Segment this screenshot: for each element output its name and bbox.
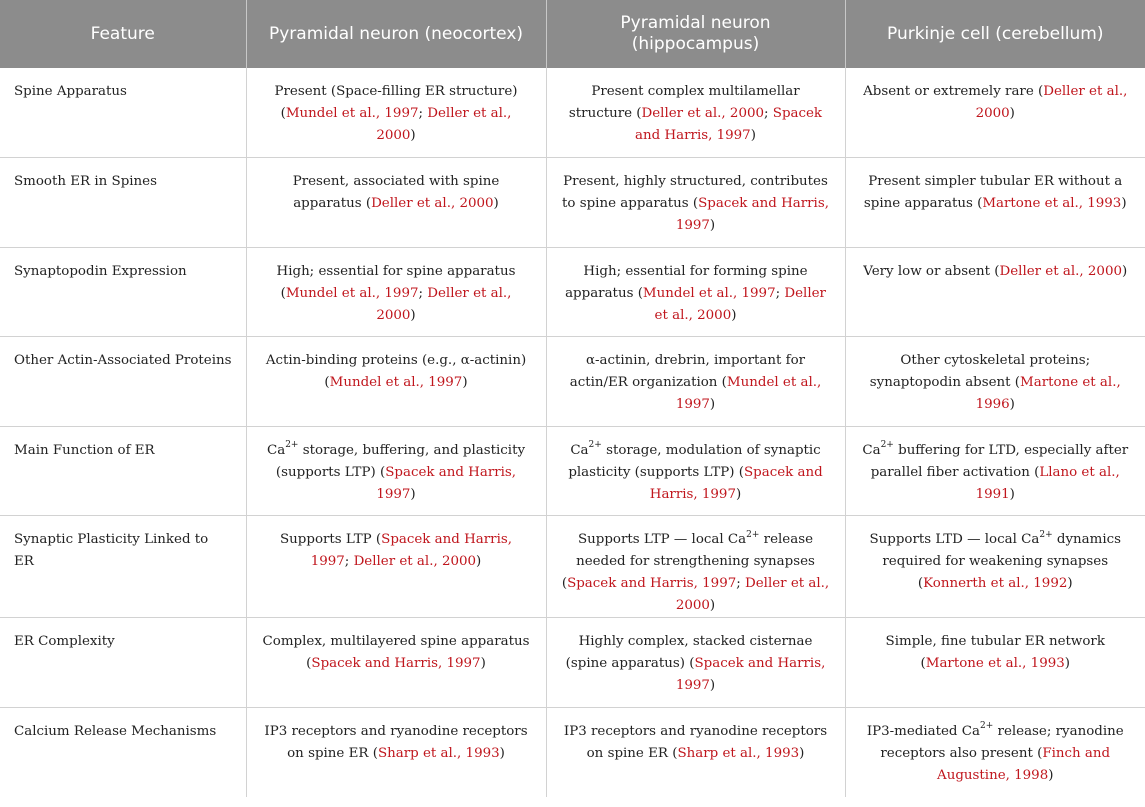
table-header <box>0 0 1145 68</box>
hippocampus-cell <box>546 426 845 516</box>
cell-text: ) <box>1048 767 1054 783</box>
citation-link[interactable]: Spacek and Harris, 1997 <box>310 532 512 569</box>
feature-cell: Other Actin-Associated Proteins <box>0 337 246 427</box>
cell-text: ) <box>493 196 499 211</box>
cell-text: ) <box>1009 486 1015 502</box>
cell-text: ) <box>709 678 716 693</box>
neocortex-cell <box>246 158 546 248</box>
superscript: 2+ <box>285 440 299 451</box>
cell-text: release; ryanodine receptors also present ( <box>880 723 1124 761</box>
citation-link[interactable]: Deller et al., 2000 <box>353 554 477 569</box>
cell-text: Highly complex, stacked cisternae (spine apparatus) ( <box>565 634 813 671</box>
table-row <box>0 68 1145 158</box>
header-row <box>0 0 1145 68</box>
table-row <box>0 516 1145 618</box>
cell-text: Present, highly structured, contributes to spine apparatus ( <box>562 174 828 211</box>
neocortex-cell <box>246 247 546 337</box>
hippocampus-cell <box>546 68 845 158</box>
cell-text: ) <box>476 554 482 569</box>
cell-text: ; <box>775 285 785 301</box>
hippocampus-cell <box>546 707 845 797</box>
citation-link[interactable]: Deller et al., 2000 <box>376 285 512 323</box>
cell-text: High; essential for spine apparatus ( <box>276 263 516 301</box>
cell-text: IP3-mediated Ca <box>866 723 980 739</box>
cell-text: ) <box>1064 656 1070 671</box>
cell-text: Absent or extremely rare ( <box>863 84 1044 99</box>
purkinje-cell <box>845 337 1145 427</box>
citation-link[interactable]: Spacek and Harris, 1997 <box>649 464 823 502</box>
citation-link[interactable]: Deller et al., 2000 <box>376 106 512 143</box>
cell-text: Supports LTP ( <box>280 532 382 547</box>
cell-text: ) <box>410 307 416 323</box>
feature-cell: Synaptopodin Expression <box>0 247 246 337</box>
cell-text: Ca <box>862 442 881 458</box>
citation-link[interactable]: Spacek and Harris, 1997 <box>635 106 823 143</box>
citation-link[interactable]: Martone et al., 1993 <box>982 196 1122 211</box>
citation-link[interactable]: Spacek and Harris, 1997 <box>311 656 481 671</box>
cell-text: Present complex multilamellar structure ( <box>568 84 800 121</box>
cell-text: Ca <box>570 442 589 458</box>
cell-text: ) <box>462 375 468 390</box>
table-row <box>0 707 1145 797</box>
cell-text: ; <box>418 285 428 301</box>
cell-text: ; <box>418 106 428 121</box>
neocortex-cell <box>246 426 546 516</box>
cell-text: ) <box>731 307 737 323</box>
cell-text: Actin-binding proteins (e.g., α-actinin) ( <box>265 353 527 390</box>
header-purkinje: Purkinje cell (cerebellum) <box>845 0 1145 68</box>
cell-text: ) <box>499 745 505 761</box>
citation-link[interactable]: Deller et al., 2000 <box>641 106 764 121</box>
purkinje-cell <box>845 516 1145 618</box>
citation-link[interactable]: Deller et al., 2000 <box>654 285 826 323</box>
cell-text: Other cytoskeletal proteins; synaptopodin absent ( <box>869 353 1091 390</box>
cell-text: release needed for strengthening synapses ( <box>561 532 815 591</box>
citation-link[interactable]: Konnerth et al., 1992 <box>923 576 1068 591</box>
citation-link[interactable]: Llano et al., 1991 <box>975 464 1120 502</box>
purkinje-cell <box>845 247 1145 337</box>
table-row <box>0 247 1145 337</box>
cell-text: ) <box>735 486 742 502</box>
superscript: 2+ <box>880 440 894 451</box>
feature-cell: Calcium Release Mechanisms <box>0 707 246 797</box>
citation-link[interactable]: Deller et al., 2000 <box>975 84 1128 121</box>
table-row <box>0 426 1145 516</box>
cell-text: Simple, fine tubular ER network ( <box>885 634 1105 671</box>
cell-text: ) <box>410 486 416 502</box>
cell-text: ) <box>1009 106 1015 121</box>
cell-text: Present (Space-filling ER structure) ( <box>274 84 518 121</box>
table-row <box>0 618 1145 708</box>
citation-link[interactable]: Spacek and Harris, 1997 <box>675 656 826 693</box>
cell-text: dynamics required for weakening synapses ( <box>882 532 1122 591</box>
cell-text: storage, modulation of synaptic plasticity (supports LTP) ( <box>568 442 821 480</box>
neocortex-cell <box>246 618 546 708</box>
header-hippocampus: Pyramidal neuron (hippocampus) <box>546 0 845 68</box>
feature-cell: Synaptic Plasticity Linked to ER <box>0 516 246 618</box>
neocortex-cell <box>246 68 546 158</box>
cell-text: IP3 receptors and ryanodine receptors on spine ER ( <box>563 723 828 761</box>
cell-text: ) <box>1009 397 1015 412</box>
cell-text: ) <box>1067 576 1073 591</box>
citation-link[interactable]: Sharp et al., 1993 <box>677 745 800 761</box>
citation-link[interactable]: Deller et al., 2000 <box>999 263 1122 279</box>
cell-text: α-actinin, drebrin, important for actin/ER organization ( <box>569 353 806 390</box>
cell-text: ) <box>709 598 716 613</box>
cell-text: High; essential for forming spine apparatus ( <box>565 263 808 301</box>
cell-text: ) <box>799 745 805 761</box>
cell-text: ) <box>709 218 716 233</box>
citation-link[interactable]: Finch and Augustine, 1998 <box>937 745 1111 783</box>
citation-link[interactable]: Deller et al., 2000 <box>371 196 494 211</box>
cell-text: Very low or absent ( <box>863 263 1000 279</box>
table-row <box>0 158 1145 248</box>
cell-text: ) <box>480 656 486 671</box>
hippocampus-cell <box>546 158 845 248</box>
cell-text: ; <box>344 554 354 569</box>
purkinje-cell <box>845 68 1145 158</box>
cell-text: ; <box>736 576 746 591</box>
cell-text: Supports LTP — local Ca <box>577 532 747 547</box>
feature-cell: ER Complexity <box>0 618 246 708</box>
hippocampus-cell <box>546 516 845 618</box>
purkinje-cell <box>845 158 1145 248</box>
feature-cell: Smooth ER in Spines <box>0 158 246 248</box>
cell-text: ; <box>764 106 773 121</box>
cell-text: ) <box>1121 196 1127 211</box>
cell-text: ) <box>410 128 416 143</box>
citation-link[interactable]: Martone et al., 1996 <box>975 375 1121 412</box>
table-body <box>0 68 1145 797</box>
superscript: 2+ <box>980 721 994 732</box>
citation-link[interactable]: Spacek and Harris, 1997 <box>675 196 829 233</box>
citation-link[interactable]: Mundel et al., 1997 <box>285 285 419 301</box>
superscript: 2+ <box>1039 529 1053 540</box>
hippocampus-cell <box>546 618 845 708</box>
superscript: 2+ <box>588 440 602 451</box>
cell-text: Supports LTD — local Ca <box>869 532 1040 547</box>
hippocampus-cell <box>546 337 845 427</box>
cell-text: Ca <box>266 442 286 458</box>
neocortex-cell <box>246 516 546 618</box>
cell-text: storage, buffering, and plasticity (supports LTP) ( <box>275 442 526 480</box>
cell-text: Present simpler tubular ER without a spine apparatus ( <box>863 174 1123 211</box>
neocortex-cell <box>246 707 546 797</box>
cell-text: Complex, multilayered spine apparatus ( <box>262 634 530 671</box>
citation-link[interactable]: Mundel et al., 1997 <box>675 375 822 412</box>
purkinje-cell <box>845 618 1145 708</box>
table-row <box>0 337 1145 427</box>
citation-link[interactable]: Mundel et al., 1997 <box>329 375 463 390</box>
cell-text: buffering for LTD, especially after parallel fiber activation ( <box>870 442 1129 480</box>
citation-link[interactable]: Mundel et al., 1997 <box>285 106 419 121</box>
citation-link[interactable]: Deller et al., 2000 <box>675 576 830 613</box>
citation-link[interactable]: Mundel et al., 1997 <box>642 285 776 301</box>
feature-cell: Main Function of ER <box>0 426 246 516</box>
feature-cell: Spine Apparatus <box>0 68 246 158</box>
cell-text: IP3 receptors and ryanodine receptors on spine ER ( <box>264 723 528 761</box>
purkinje-cell <box>845 707 1145 797</box>
citation-link[interactable]: Martone et al., 1993 <box>925 656 1065 671</box>
citation-link[interactable]: Spacek and Harris, 1997 <box>376 464 517 502</box>
citation-link[interactable]: Sharp et al., 1993 <box>377 745 500 761</box>
header-feature: Feature <box>0 0 246 68</box>
cell-text: ) <box>750 128 756 143</box>
header-neocortex: Pyramidal neuron (neocortex) <box>246 0 546 68</box>
superscript: 2+ <box>746 529 760 540</box>
hippocampus-cell <box>546 247 845 337</box>
citation-link[interactable]: Spacek and Harris, 1997 <box>567 576 737 591</box>
neocortex-cell <box>246 337 546 427</box>
cell-text: ) <box>1121 263 1128 279</box>
cell-text: Present, associated with spine apparatus ( <box>292 174 500 211</box>
cell-text: ) <box>709 397 716 412</box>
purkinje-cell <box>845 426 1145 516</box>
